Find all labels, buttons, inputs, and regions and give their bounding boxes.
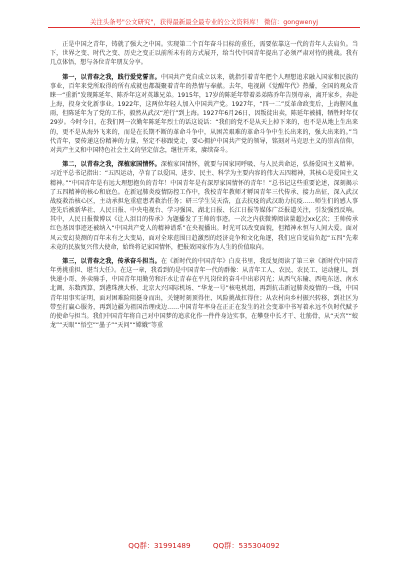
footer-qq-group-left: QQ群：31991489 [128,541,191,550]
paragraph-first-point-heading: 第一，以青春之我，践行爱党誓言。 [62,73,161,81]
footer-qq-group-right: QQ群：535304092 [212,541,280,550]
paragraph-second-point-heading: 第二，以青春之我，深植家国情怀。 [62,161,161,169]
paragraph-first-point [50,73,358,155]
document-body [50,40,358,335]
footer-contact [48,541,360,551]
paragraph-intro [50,40,358,67]
paragraph-first-point-text: 中国共产党自成立以来，就指引着青年把个人理想追求融入国家和民族的事业，百年来党所取得的所有成就也都凝聚着青年的热情与奉献。去年，电视剧《觉醒年代》热播，全国的观众青睐一“重新”发现陈延年、陈乔年这对英雄兄弟。1915年，17岁的陈延年带着弟弟陈乔年告别母亲，离开家乡，奔赴上海，投身文化新事业。1922年，这两位年轻人加入中国共产党。1927年，“四一二”反革命政变后，上海腥风血雨，但陈延年为了党的工作，毅然从武汉“逆行”到上海。1927年6月26日，因叛徒出卖，陈延年被捕，牺牲时年仅29岁。今时今日，在我们网一次勤年陈延年烈士的话这说话：“我们的党不是从天上掉下来的，也不是从地上生出来的，更不是从海外飞来的，而是在长期不断的革命斗争中，从困苦艰难的革命斗争中生长出来的，强大出来的。”当代青年，要传递这份精神的力量，坚定不移跟党走，要心拥护中国共产党的领导，铭刻对马克思主义的崇高信仰，对共产主义和中国特色社会主义的坚定信念，继往开来，赓续奋斗。 [50,73,359,154]
paragraph-third-point-text: 在《新时代的中国青年》白皮书里，我反复阅读了第三章《新时代中国青年勇挑重担、堪当大任》。在这一章，我看到的是中国青年一代的群像：从青年工人、农民、农民工、运动健儿，到快递小哥、外卖骑手，中国青年用勤劳和汗水让青春在平凡岗位的奋斗中出彩闪光；从西气东输、西电东送、南水北调、东数西算，到港珠澳大桥、北京大兴国际机场、“华龙一号”核电机组，再到抗击新冠肺炎疫情的一线，中国青年用事实证明，面对困难险阻挺身而出，关键时刻顶得住、风险挑战扛得住；从农村向乡村振兴转移，到社区为带至打赢心服务，再到边疆为祖国治理戍边……中国青年率身在正正在发生的社会变革中书写着永远不负时代赋予的使命与担当。我们中国青年将自己对中国梦的追求化作一件件身边实事，在攀登中长才干、壮筋骨，从“天宫”“蛟龙”“天眼”“悟空”“墨子”“天问”“嫦娥”等重 [50,258,359,330]
header-divider [48,27,360,28]
paragraph-second-point [50,160,358,252]
paragraph-third-point [50,257,358,330]
header-banner: 关注头条号"公文研究"，获得最新最全最专业的公文资料库！ 微信：gongwenyj [89,18,319,26]
paragraph-second-point-text: 深植家国情怀，就要与国家同呼吸、与人民共命运，弘扬爱国主义精神。习近平总书记指出：“五四运动，孕育了以爱国、进步、民主、科学为主要内容的伟大五四精神，其核心是爱国主义精神。”“中国青年是有远大理想抱负的青年！中国青年是有深厚家国情怀的青年！”总书记这些重要论述，深刻揭示了五四精神的核心和底色。在新冠肺炎疫情防控工作中，我校青年教师才孵国青年三代传承、接力出征，深入武汉战疫救治核心区，主动承担危重症患者救治任务；研三学生吴天浩，直去抗疫的武汉助力抗疫……师生们的感人事迹先后被新华社、人民日报、中央电视台、学习强国、湖北日报、长江日报等媒体广泛报道关注，引发强烈反响。其中，人民日报微博以《让人泪目的传承》为题播发了王帅的事迹。一次之内获微博阅读量超过xx亿次；王帅传承红色基因事迹还被纳入“中国共产党人的精神谱系”在央视播出。时光可以改变面貌，但精神永恒与人间大爱。面对风云变幻莫测的百年未有之大变局，面对全球范围日趋激烈的经济竞争和文化角逐，我们应自觉肩负起“五四”先辈未竟的民族复兴伟大使命，始终将记家国情怀，把报效国家作为人生的价值取向。 [50,161,359,251]
paragraph-intro-text: 正是中国之青年，铸就了强大之中国。实现第二个百年奋斗目标的重任，需要依靠这一代的青年人去肩负。当下，世界之变、时代之变、历史之变正以前所未有的方式展开，给当代中国青年提出了必须严肃对待的挑战。我有几点体悟，想与各位青年朋友分享。 [50,41,358,67]
paragraph-third-point-heading: 第三，以青春之我，传承奋斗担当。 [62,258,161,265]
